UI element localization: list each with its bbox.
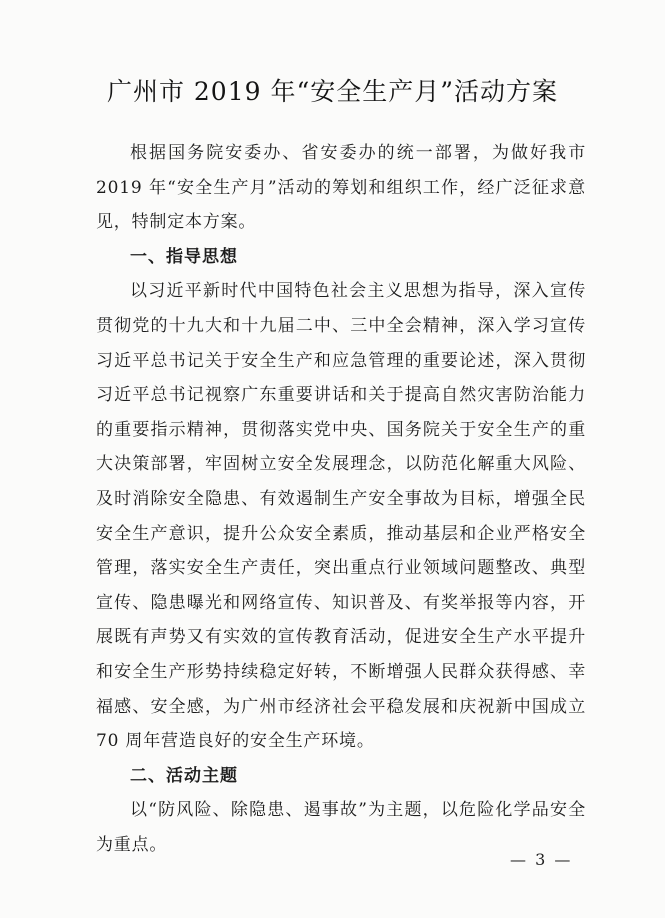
section-heading-activity-theme: 二、活动主题 bbox=[130, 765, 238, 786]
page-number: — 3 — bbox=[510, 850, 573, 869]
section-text-activity-theme: 以“防风险、除隐患、遏事故”为主题，以危险化学品安全为重点。 bbox=[96, 800, 586, 855]
intro-paragraph: 根据国务院安委办、省安委办的统一部署，为做好我市 2019 年“安全生产月”活动的筹划和组织工作，经广泛征求意见，特制定本方案。 bbox=[96, 143, 586, 233]
document-body bbox=[96, 136, 586, 862]
section-text-guiding-ideology: 以习近平新时代中国特色社会主义思想为指导，深入宣传贯彻党的十九大和十九届二中、三中全会精神，深入学习宣传习近平总书记关于安全生产和应急管理的重要论述，深入贯彻习近平总书记视察广东重要讲话和关于提高自然灾害防治能力的重要指示精神，贯彻落实党中央、国务院关于安全生产的重大决策部署，牢固树立安全发展理念，以防范化解重大风险、及时消除安全隐患、有效遏制生产安全事故为目标，增强全民安全生产意识，提升公众安全素质，推动基层和企业严格安全管理，落实安全生产责任，突出重点行业领域问题整改、典型宣传、隐患曝光和网络宣传、知识普及、有奖举报等内容，开展既有声势又有实效的宣传教育活动，促进安全生产水平提升和安全生产形势持续稳定好转，不断增强人民群众获得感、幸福感、安全感，为广州市经济社会平稳发展和庆祝新中国成立 70 周年营造良好的安全生产环境。 bbox=[96, 281, 586, 752]
section-heading-guiding-ideology: 一、指导思想 bbox=[130, 246, 238, 267]
document-title: 广州市 2019 年“安全生产月”活动方案 bbox=[106, 77, 559, 106]
